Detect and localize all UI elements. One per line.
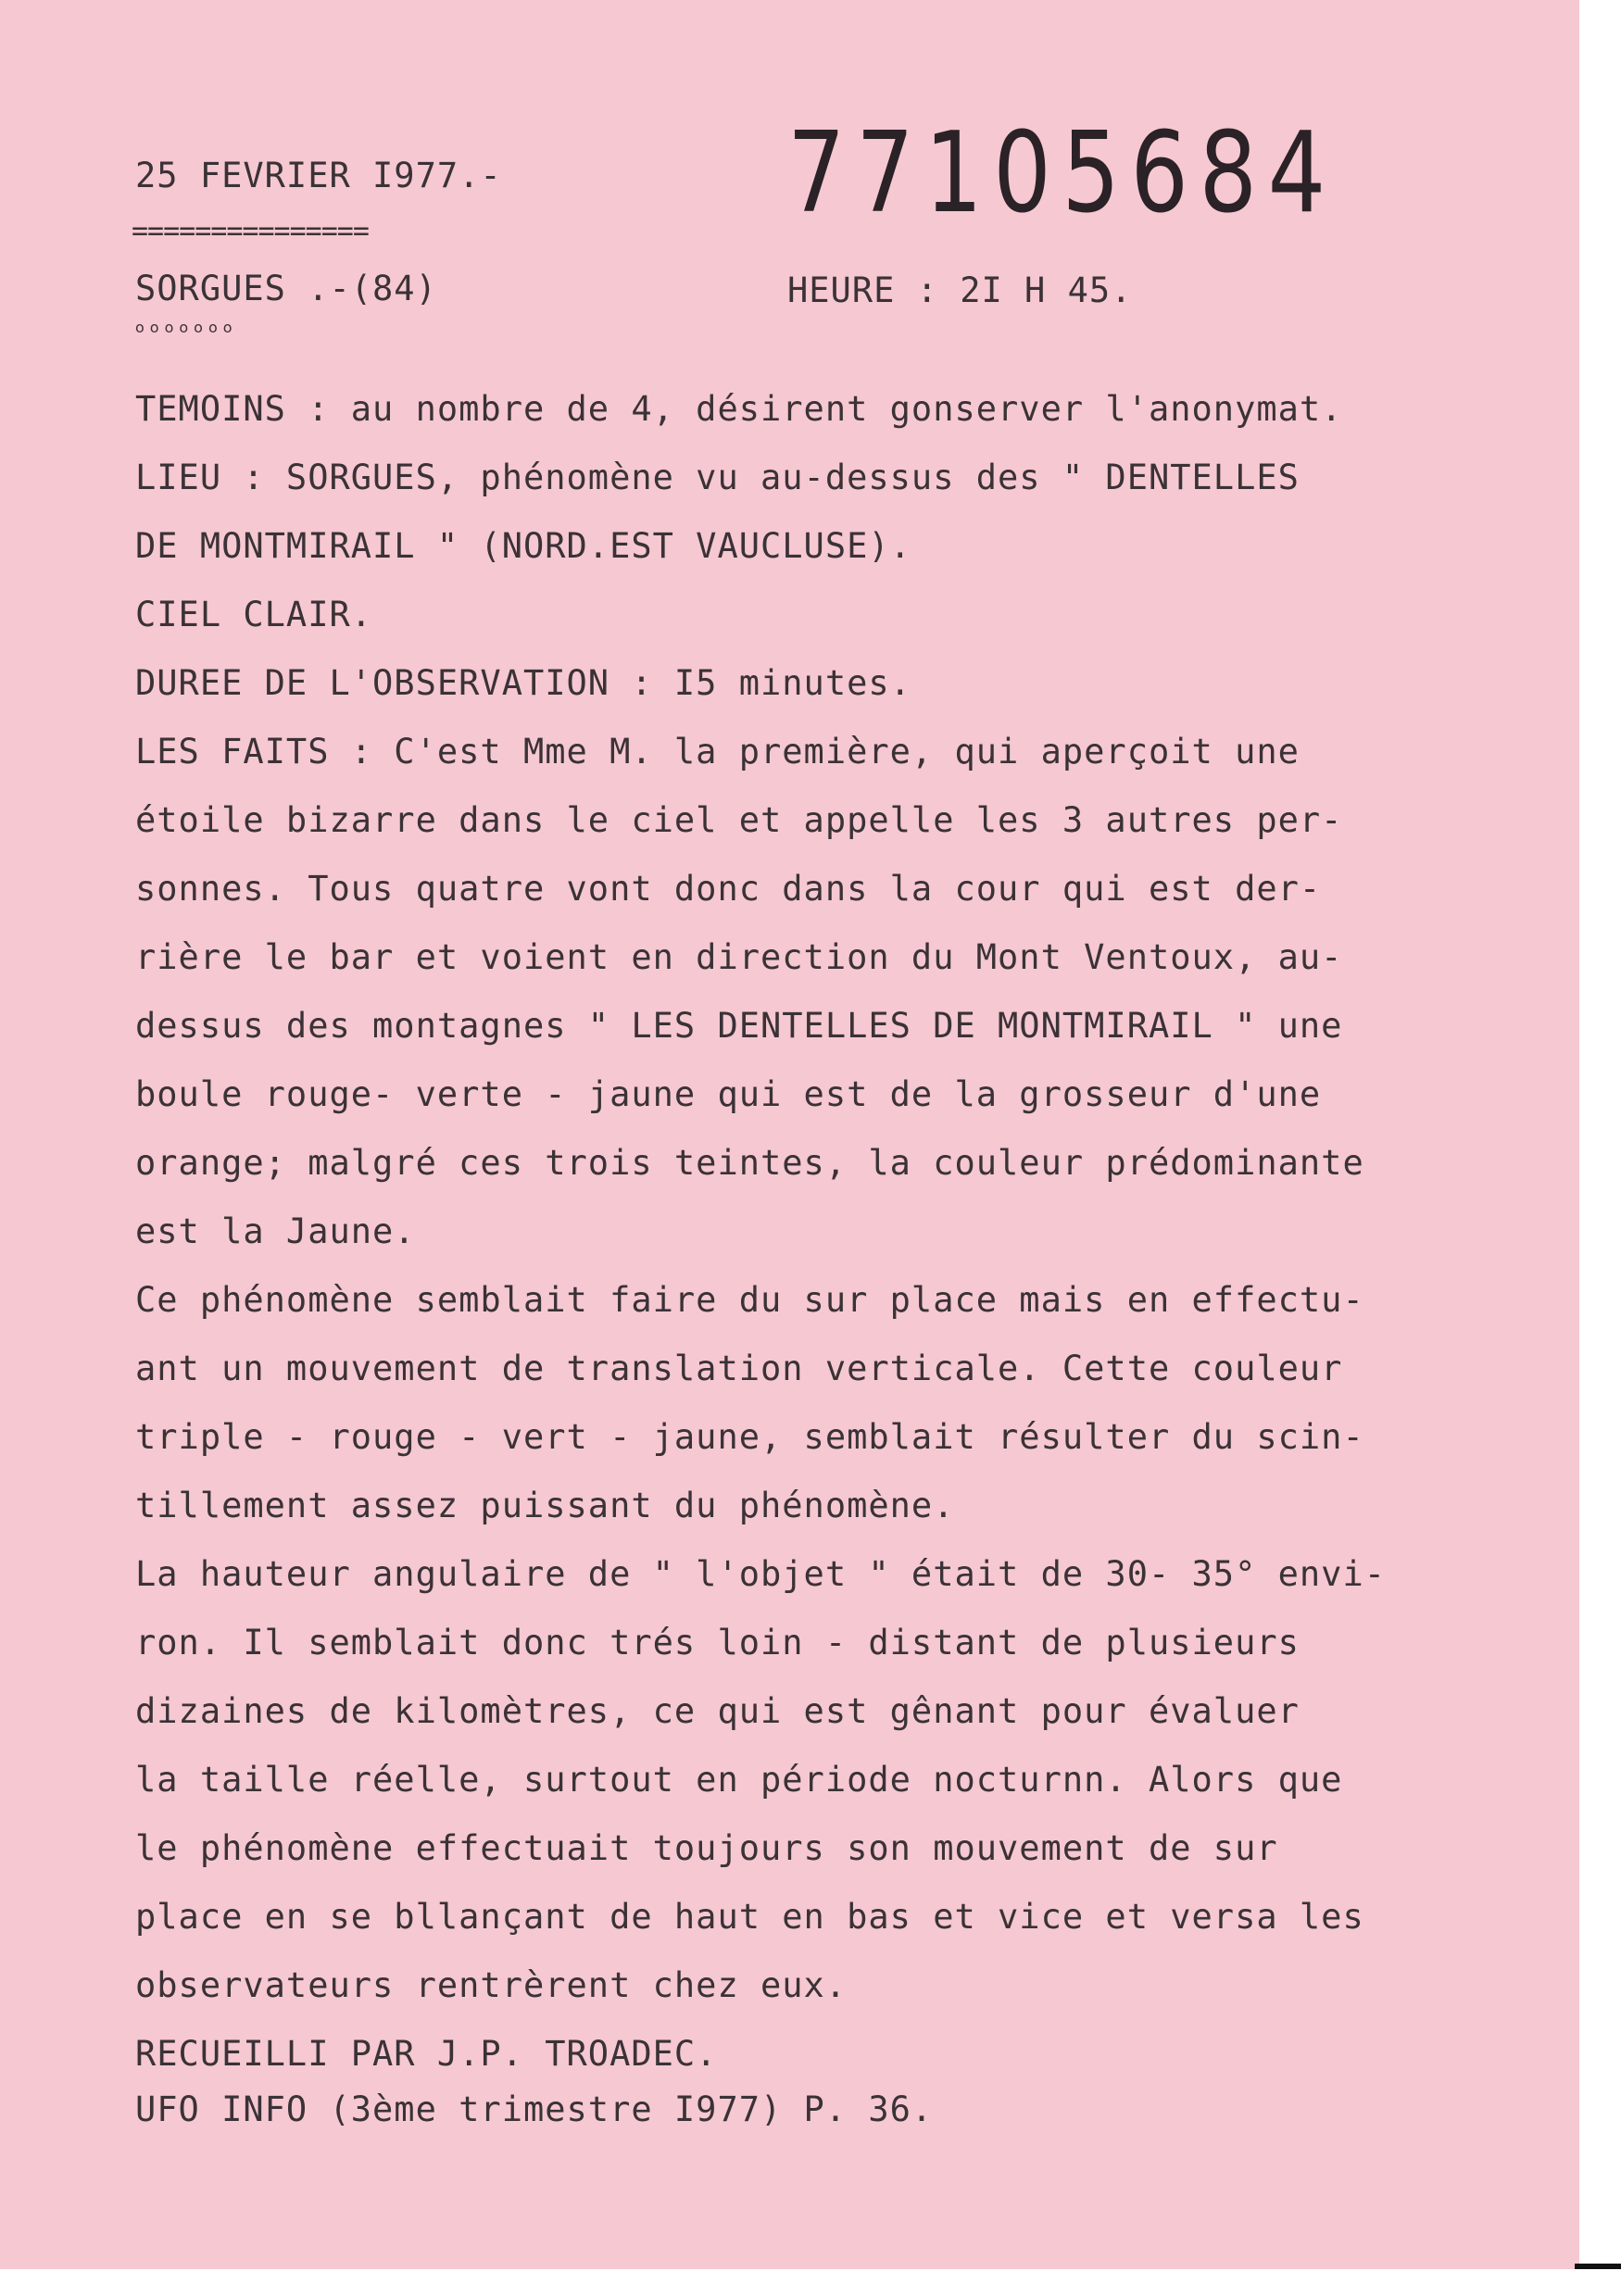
text-line: DE MONTMIRAIL " (NORD.EST VAUCLUSE). bbox=[135, 526, 911, 566]
report-date: 25 FEVRIER I977.- bbox=[135, 156, 502, 195]
text-line: dessus des montagnes " LES DENTELLES DE MONTMIRAIL " une bbox=[135, 1006, 1343, 1046]
text-line: CIEL CLAIR. bbox=[135, 595, 373, 634]
text-line: le phénomène effectuait toujours son mouvement de sur bbox=[135, 1828, 1278, 1868]
text-line: la taille réelle, surtout en période nocturnn. Alors que bbox=[135, 1760, 1343, 1800]
text-line: boule rouge- verte - jaune qui est de la grosseur d'une bbox=[135, 1074, 1322, 1114]
scan-margin bbox=[1579, 0, 1621, 2296]
text-line: rière le bar et voient en direction du Mont Ventoux, au- bbox=[135, 937, 1343, 977]
text-line: ant un mouvement de translation verticale. Cette couleur bbox=[135, 1349, 1343, 1388]
source-reference: UFO INFO (3ème trimestre I977) P. 36. bbox=[135, 2089, 934, 2129]
text-line: orange; malgré ces trois teintes, la couleur prédominante bbox=[135, 1143, 1364, 1183]
report-time: HEURE : 2I H 45. bbox=[787, 270, 1133, 310]
text-line: ron. Il semblait donc trés loin - distant de plusieurs bbox=[135, 1623, 1300, 1662]
place-underline: ooooooo bbox=[135, 319, 238, 336]
text-line: triple - rouge - vert - jaune, semblait résulter du scin- bbox=[135, 1417, 1364, 1457]
text-line: DUREE DE L'OBSERVATION : I5 minutes. bbox=[135, 663, 911, 703]
text-line: dizaines de kilomètres, ce qui est gênant pour évaluer bbox=[135, 1691, 1300, 1731]
text-line: LIEU : SORGUES, phénomène vu au-dessus des " DENTELLES bbox=[135, 458, 1300, 497]
case-number-stamp: 77105684 bbox=[787, 109, 1337, 238]
text-line: est la Jaune. bbox=[135, 1211, 416, 1251]
collected-by: RECUEILLI PAR J.P. TROADEC. bbox=[135, 2034, 718, 2074]
text-line: place en se bllançant de haut en bas et vice et versa les bbox=[135, 1897, 1364, 1937]
text-line: La hauteur angulaire de " l'objet " était de 30- 35° envi- bbox=[135, 1554, 1387, 1594]
report-place: SORGUES .-(84) bbox=[135, 269, 437, 308]
text-line: sonnes. Tous quatre vont donc dans la cour qui est der- bbox=[135, 869, 1322, 909]
text-line: tillement assez puissant du phénomène. bbox=[135, 1486, 955, 1525]
text-line: Ce phénomène semblait faire du sur place mais en effectu- bbox=[135, 1280, 1364, 1320]
date-underline: =============== bbox=[132, 215, 369, 247]
text-line: observateurs rentrèrent chez eux. bbox=[135, 1965, 848, 2005]
text-line: étoile bizarre dans le ciel et appelle les 3 autres per- bbox=[135, 800, 1343, 840]
scan-edge-mark bbox=[1575, 2264, 1621, 2269]
text-line: TEMOINS : au nombre de 4, désirent gonserver l'anonymat. bbox=[135, 389, 1343, 429]
text-line: LES FAITS : C'est Mme M. la première, qui aperçoit une bbox=[135, 732, 1300, 772]
